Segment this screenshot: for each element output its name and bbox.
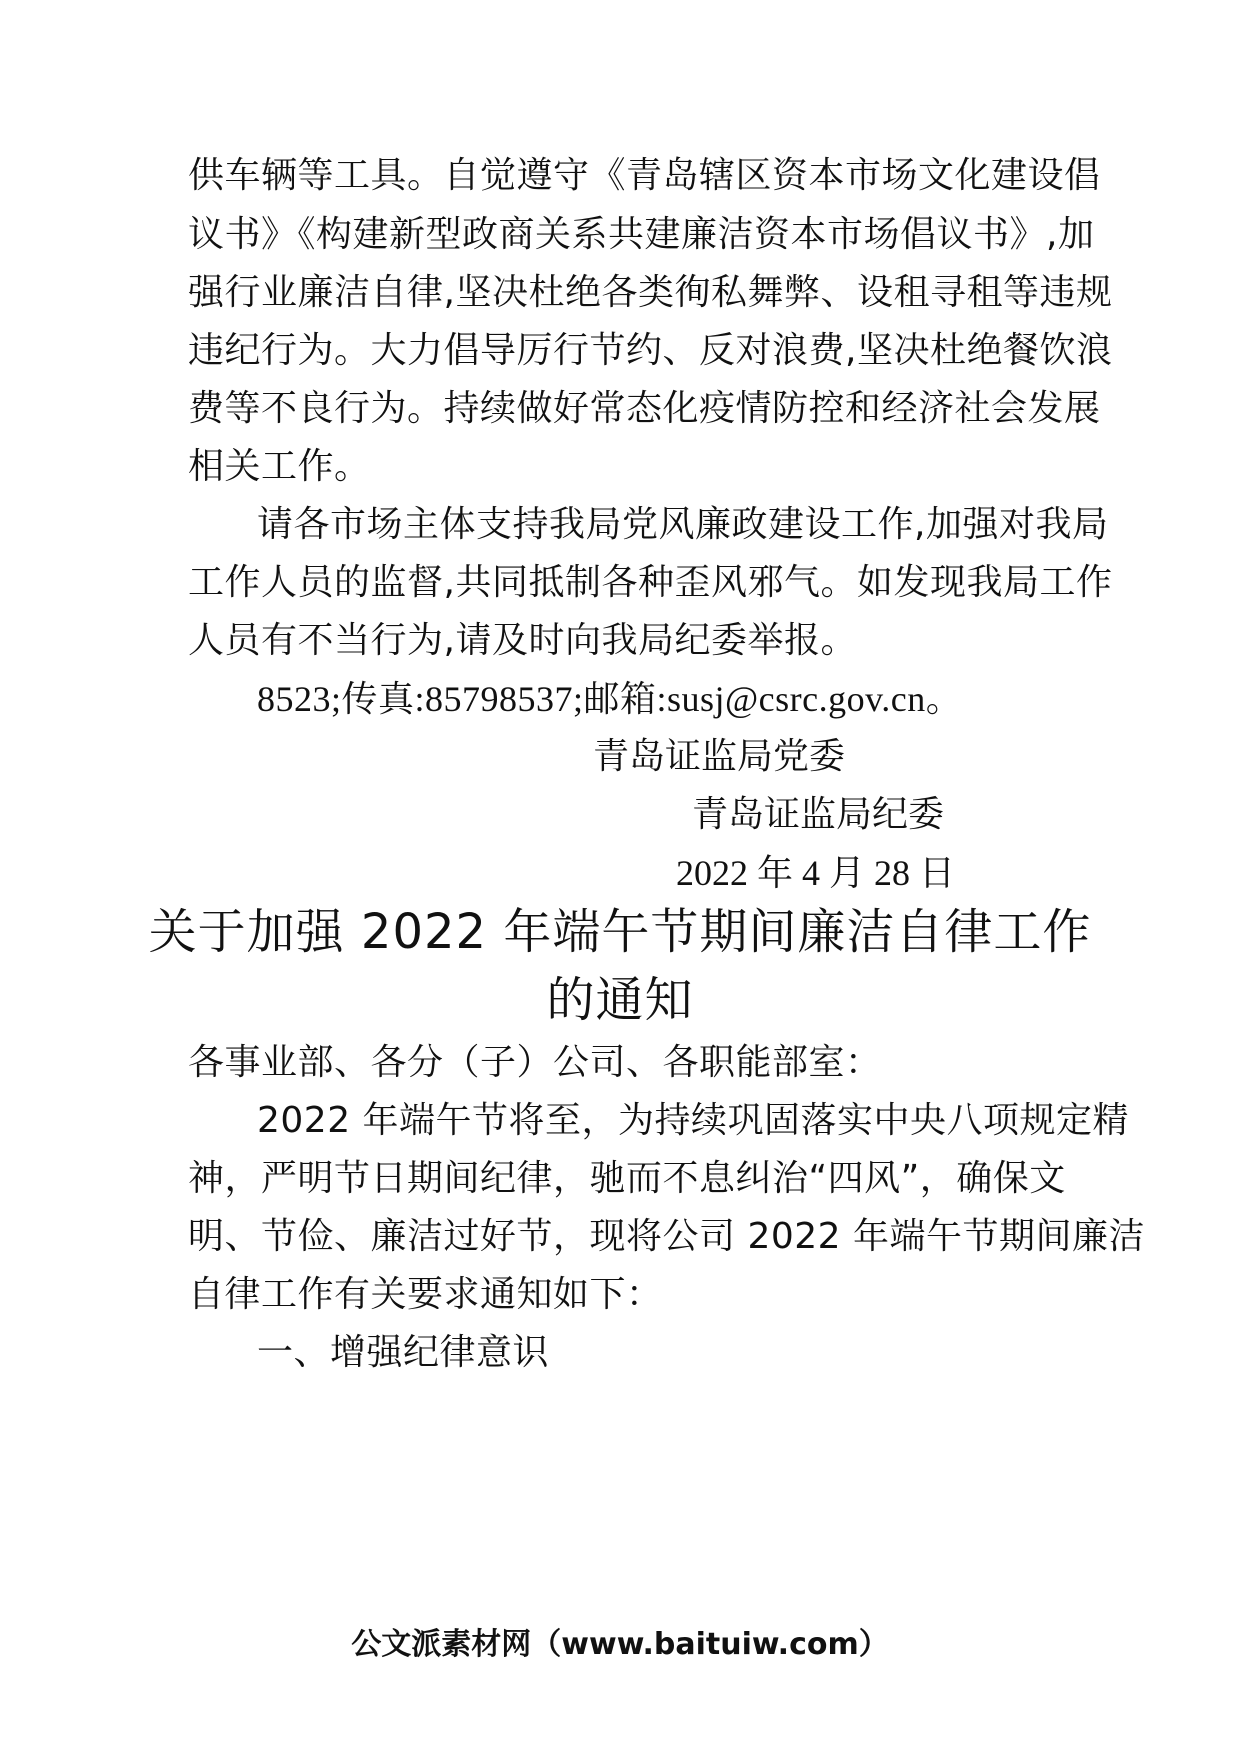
paragraph-line: 工作人员的监督,共同抵制各种歪风邪气。如发现我局工作 [188, 562, 1113, 603]
notice-body-line: 明、节俭、廉洁过好节，现将公司 2022 年端午节期间廉洁 [188, 1216, 1146, 1257]
paragraph-line: 请各市场主体支持我局党风廉政建设工作,加强对我局 [257, 504, 1109, 545]
signature-date: 2022 年 4 月 28 日 [676, 853, 956, 893]
paragraph-line: 供车辆等工具。自觉遵守《青岛辖区资本市场文化建设倡 [188, 155, 1101, 196]
notice-body-line: 神，严明节日期间纪律，驰而不息纠治“四风”，确保文 [188, 1158, 1066, 1199]
paragraph-line: 费等不良行为。持续做好常态化疫情防控和经济社会发展 [188, 388, 1101, 429]
notice-heading-1: 一、增强纪律意识 [257, 1332, 550, 1373]
notice-body-line: 自律工作有关要求通知如下： [188, 1274, 663, 1315]
signature-org-discipline-committee: 青岛证监局纪委 [692, 794, 945, 835]
signature-org-party-committee: 青岛证监局党委 [593, 736, 846, 777]
contact-line: 8523;传真:85798537;邮箱:susj@csrc.gov.cn。 [257, 679, 963, 719]
footer-watermark-text: 公文派素材网（www.baituiw.com） [351, 1627, 889, 1662]
notice-body-line: 2022 年端午节将至，为持续巩固落实中央八项规定精 [257, 1100, 1130, 1141]
paragraph-line: 人员有不当行为,请及时向我局纪委举报。 [188, 620, 857, 661]
notice-salutation: 各事业部、各分（子）公司、各职能部室： [188, 1042, 882, 1083]
paragraph-line: 议书》《构建新型政商关系共建廉洁资本市场倡议书》,加 [188, 214, 1095, 255]
paragraph-line: 违纪行为。大力倡导厉行节约、反对浪费,坚决杜绝餐饮浪 [188, 330, 1113, 371]
notice-title-line2: 的通知 [546, 972, 694, 1028]
notice-title-line1: 关于加强 2022 年端午节期间廉洁自律工作 [148, 904, 1092, 960]
paragraph-line: 相关工作。 [188, 446, 371, 487]
paragraph-line: 强行业廉洁自律,坚决杜绝各类徇私舞弊、设租寻租等违规 [188, 272, 1113, 313]
